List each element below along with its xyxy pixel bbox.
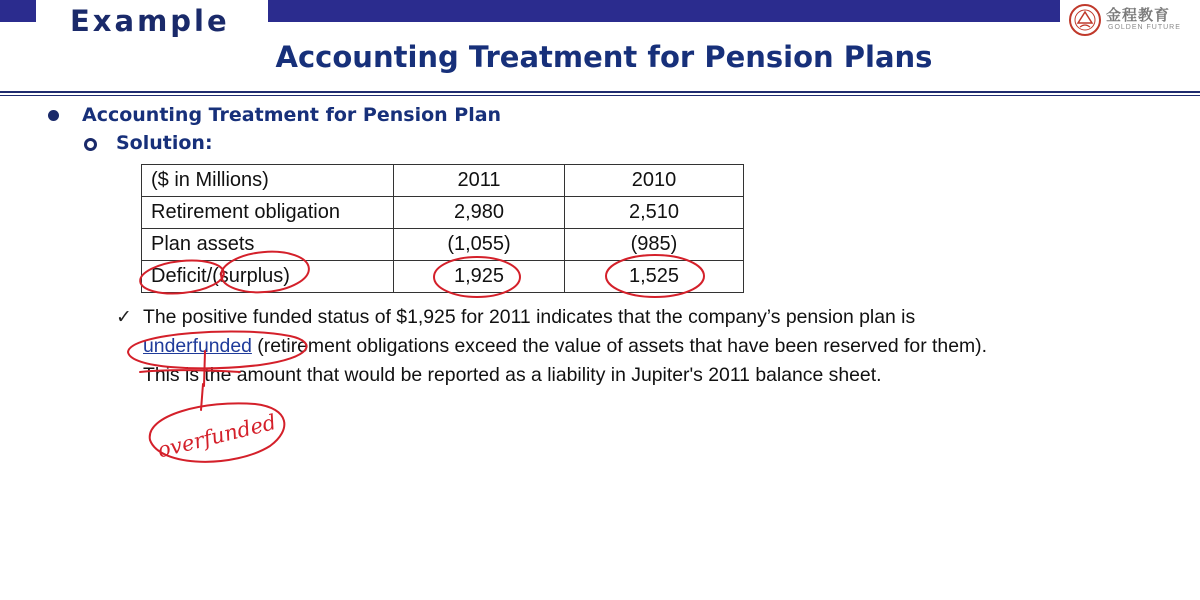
table-cell: 2010 [565, 165, 744, 197]
bullet-level1-text: Accounting Treatment for Pension Plan [82, 104, 502, 126]
pension-table [141, 164, 744, 293]
header-divider-thin [0, 95, 1200, 96]
bullet-ring-icon [84, 138, 97, 151]
paragraph-line-1: The positive funded status of $1,925 for 2011 indicates that the company’s pension plan is [143, 306, 916, 328]
slide-title: Accounting Treatment for Pension Plans [275, 40, 933, 74]
paragraph-line-2 [143, 335, 987, 358]
table-header-row [142, 165, 744, 197]
checkmark-icon: ✓ [116, 307, 132, 328]
header-accent-bar-right [268, 0, 1060, 22]
annotation-arrow-stem [201, 384, 203, 410]
handwritten-note: overfunded [155, 409, 279, 463]
paragraph-line-3: This is the amount that would be reported as a liability in Jupiter's 2011 balance sheet. [143, 364, 882, 386]
table-cell: (985) [565, 229, 744, 261]
logo-chinese-name: 金程教育 [1106, 6, 1171, 24]
table-cell: Deficit/(surplus) [142, 261, 394, 293]
table-row [142, 229, 744, 261]
header-divider [0, 91, 1200, 93]
table-row [142, 197, 744, 229]
table-row [142, 261, 744, 293]
logo-english-name: GOLDEN FUTURE [1108, 24, 1181, 31]
example-label: Example [70, 4, 230, 38]
logo [1068, 3, 1194, 37]
annotation-overfunded-oval [150, 403, 285, 461]
bullet-level2-text: Solution: [116, 132, 213, 154]
paragraph-line-2-rest: (retirement obligations exceed the value of assets that have been reserved for them). [251, 335, 987, 357]
table-cell: Plan assets [142, 229, 394, 261]
table-cell: 2011 [394, 165, 565, 197]
table-cell: 2,510 [565, 197, 744, 229]
table-cell: ($ in Millions) [142, 165, 394, 197]
table-cell: 1,925 [394, 261, 565, 293]
header-accent-bar-left [0, 0, 36, 22]
bullet-dot-icon [48, 110, 59, 121]
table-cell: 2,980 [394, 197, 565, 229]
table-cell: 1,525 [565, 261, 744, 293]
table-cell: Retirement obligation [142, 197, 394, 229]
table-cell: (1,055) [394, 229, 565, 261]
golden-future-seal-icon [1068, 3, 1102, 37]
underfunded-term: underfunded [143, 335, 252, 357]
